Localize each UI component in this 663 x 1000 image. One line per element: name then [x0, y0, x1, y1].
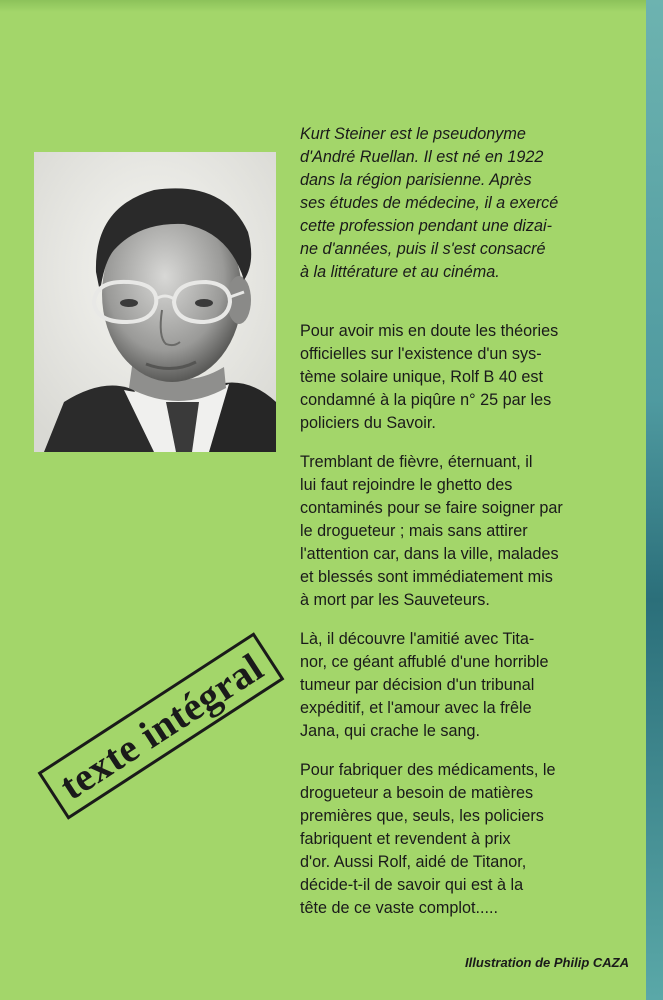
texte-integral-stamp: texte intégral: [38, 632, 285, 819]
text-line: tumeur par décision d'un tribunal: [300, 676, 535, 694]
text-line: drogueteur a besoin de matières: [300, 784, 534, 802]
bio-line: cette profession pendant une dizai-: [300, 217, 552, 235]
bio-line: ne d'années, puis il s'est consacré: [300, 240, 546, 258]
illustration-credit: Illustration de Philip CAZA: [465, 955, 629, 970]
text-line: Tremblant de fièvre, éternuant, il: [300, 453, 533, 471]
bio-line: à la littérature et au cinéma.: [300, 263, 500, 281]
author-bio: [300, 123, 634, 284]
author-photo: [34, 152, 276, 452]
text-line: à mort par les Sauveteurs.: [300, 591, 490, 609]
text-line: tête de ce vaste complot.....: [300, 899, 498, 917]
text-line: d'or. Aussi Rolf, aidé de Titanor,: [300, 853, 527, 871]
bio-line: d'André Ruellan. Il est né en 1922: [300, 148, 544, 166]
spine-edge: [646, 0, 663, 1000]
text-line: Jana, qui crache le sang.: [300, 722, 480, 740]
text-line: et blessés sont immédiatement mis: [300, 568, 553, 586]
synopsis-paragraph-4: [300, 759, 634, 920]
bio-line: dans la région parisienne. Après: [300, 171, 532, 189]
synopsis-paragraph-3: [300, 628, 634, 743]
text-line: expéditif, et l'amour avec la frêle: [300, 699, 532, 717]
text-line: Pour fabriquer des médicaments, le: [300, 761, 556, 779]
cover-top-edge: [0, 0, 646, 12]
text-line: fabriquent et revendent à prix: [300, 830, 511, 848]
text-line: condamné à la piqûre n° 25 par les: [300, 391, 552, 409]
text-line: contaminés pour se faire soigner par: [300, 499, 563, 517]
text-line: le drogueteur ; mais sans attirer: [300, 522, 528, 540]
text-line: policiers du Savoir.: [300, 414, 436, 432]
text-line: premières que, seuls, les policiers: [300, 807, 544, 825]
text-line: tème solaire unique, Rolf B 40 est: [300, 368, 543, 386]
bio-line: ses études de médecine, il a exercé: [300, 194, 559, 212]
text-line: Pour avoir mis en doute les théories: [300, 322, 559, 340]
text-line: officielles sur l'existence d'un sys-: [300, 345, 542, 363]
synopsis-paragraph-1: [300, 320, 634, 435]
synopsis-paragraph-2: [300, 451, 634, 612]
text-line: lui faut rejoindre le ghetto des: [300, 476, 513, 494]
text-line: l'attention car, dans la ville, malades: [300, 545, 559, 563]
text-line: nor, ce géant affublé d'une horrible: [300, 653, 549, 671]
text-line: décide-t-il de savoir qui est à la: [300, 876, 524, 894]
bio-line: Kurt Steiner est le pseudonyme: [300, 125, 526, 143]
text-line: Là, il découvre l'amitié avec Tita-: [300, 630, 535, 648]
